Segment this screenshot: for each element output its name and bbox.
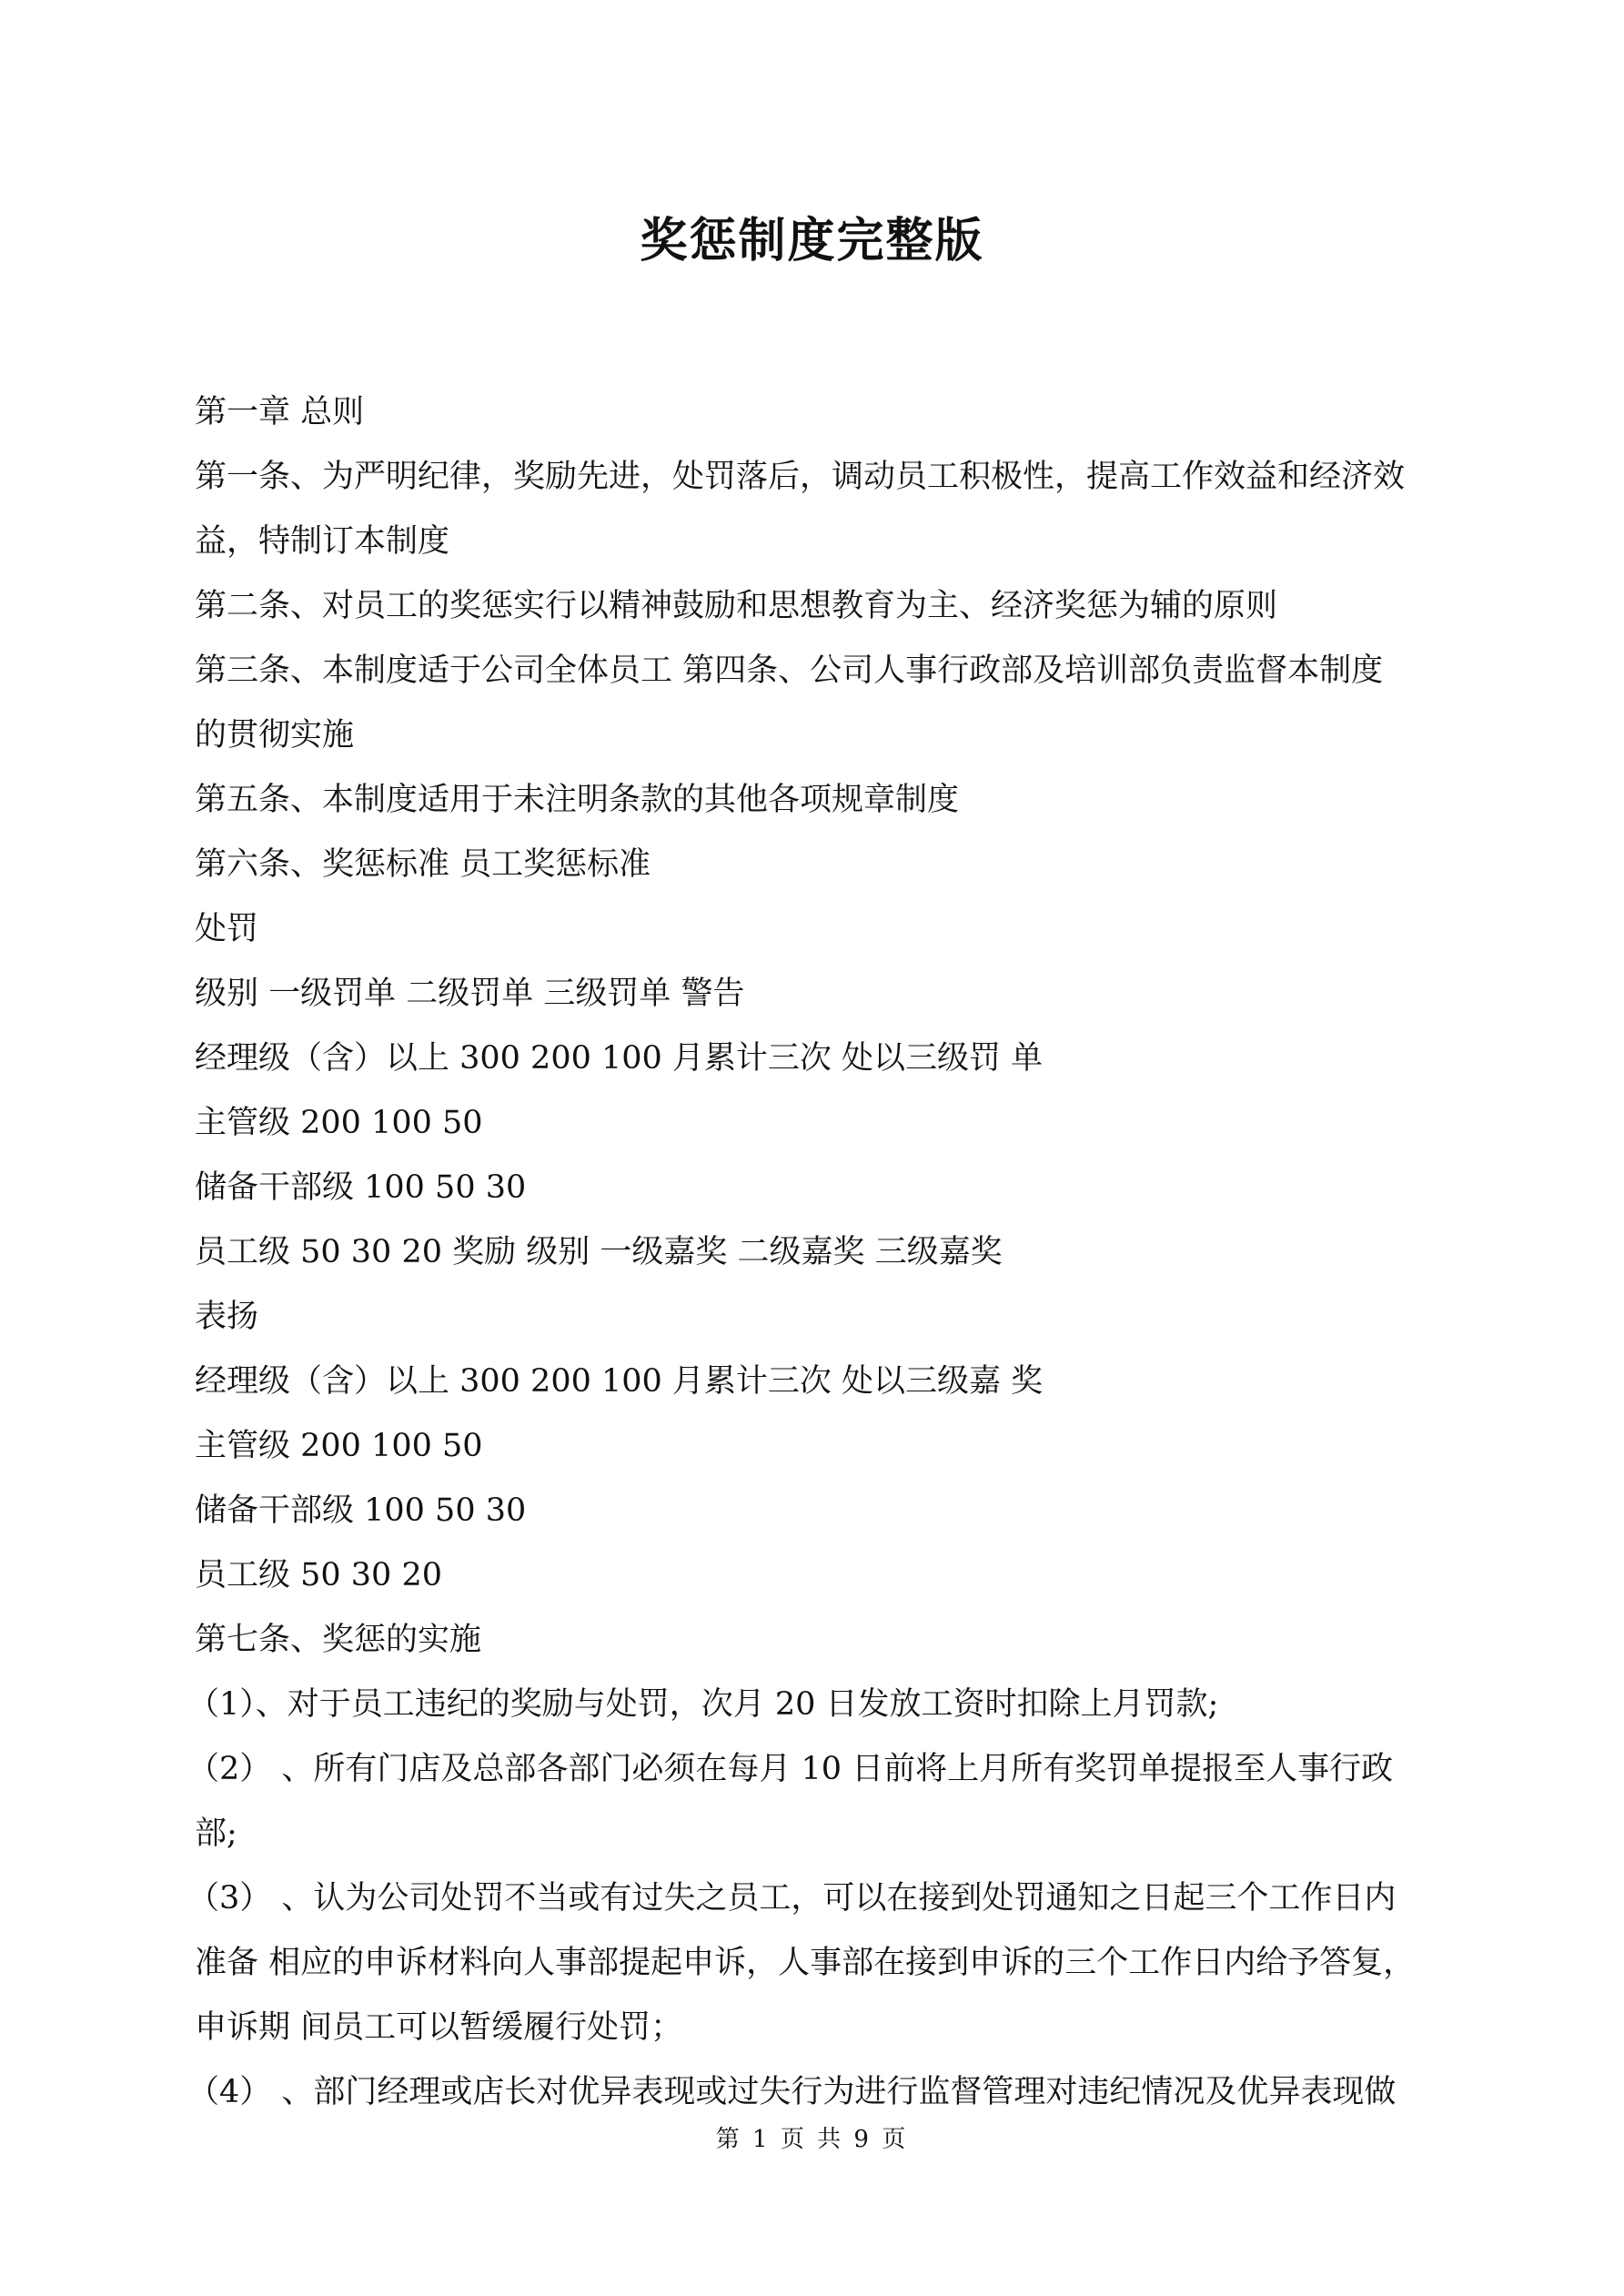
text-line: （1）、对于员工违纪的奖励与处罚，次月 20 日发放工资时扣除上月罚款; [187, 1686, 1219, 1723]
text-line: 益，特制订本制度 [195, 523, 450, 560]
text-line: 部; [195, 1816, 237, 1852]
text-line: （4） 、部门经理或店长对优异表现或过失行为进行监督管理对违纪情况及优异表现做 [187, 2074, 1397, 2110]
text-line: 经理级（含）以上 300 200 100 月累计三次 处以三级罚 单 [195, 1040, 1044, 1077]
document-title: 奖惩制度完整版 [640, 214, 984, 268]
text-line: 准备 相应的申诉材料向人事部提起申诉，人事部在接到申诉的三个工作日内给予答复， [195, 1945, 1416, 1981]
page-number-footer: 第 1 页 共 9 页 [715, 2126, 909, 2153]
text-line: 员工级 50 30 20 奖励 级别 一级嘉奖 二级嘉奖 三级嘉奖 [195, 1234, 1003, 1270]
document-body [187, 380, 1441, 2125]
text-line: 储备干部级 100 50 30 [195, 1169, 527, 1206]
text-line: （2） 、所有门店及总部各部门必须在每月 10 日前将上月所有奖罚单提报至人事行政 [187, 1751, 1394, 1787]
text-line: （3） 、认为公司处罚不当或有过失之员工，可以在接到处罚通知之日起三个工作日内 [187, 1880, 1397, 1917]
text-line: 第六条、奖惩标准 员工奖惩标准 [195, 846, 651, 883]
text-line: 第三条、本制度适于公司全体员工 第四条、公司人事行政部及培训部负责监督本制度 [195, 652, 1384, 689]
text-line: 第五条、本制度适用于未注明条款的其他各项规章制度 [195, 782, 960, 818]
text-line: 储备干部级 100 50 30 [195, 1492, 527, 1529]
text-line: 第七条、奖惩的实施 [195, 1622, 482, 1658]
text-line: 第二条、对员工的奖惩实行以精神鼓励和思想教育为主、经济奖惩为辅的原则 [195, 588, 1278, 624]
text-line: 经理级（含）以上 300 200 100 月累计三次 处以三级嘉 奖 [195, 1363, 1044, 1400]
text-line: 级别 一级罚单 二级罚单 三级罚单 警告 [195, 976, 745, 1012]
text-line: 第一章 总则 [195, 394, 365, 430]
text-line: 的贯彻实施 [195, 717, 355, 754]
text-line: 主管级 200 100 50 [195, 1428, 483, 1464]
text-line: 主管级 200 100 50 [195, 1105, 483, 1141]
text-line: 第一条、为严明纪律，奖励先进，处罚落后，调动员工积极性，提高工作效益和经济效 [195, 459, 1406, 495]
text-line: 员工级 50 30 20 [195, 1557, 442, 1593]
text-line: 处罚 [195, 911, 259, 947]
text-line: 申诉期 间员工可以暂缓履行处罚； [195, 2009, 683, 2046]
text-line: 表扬 [195, 1299, 259, 1335]
